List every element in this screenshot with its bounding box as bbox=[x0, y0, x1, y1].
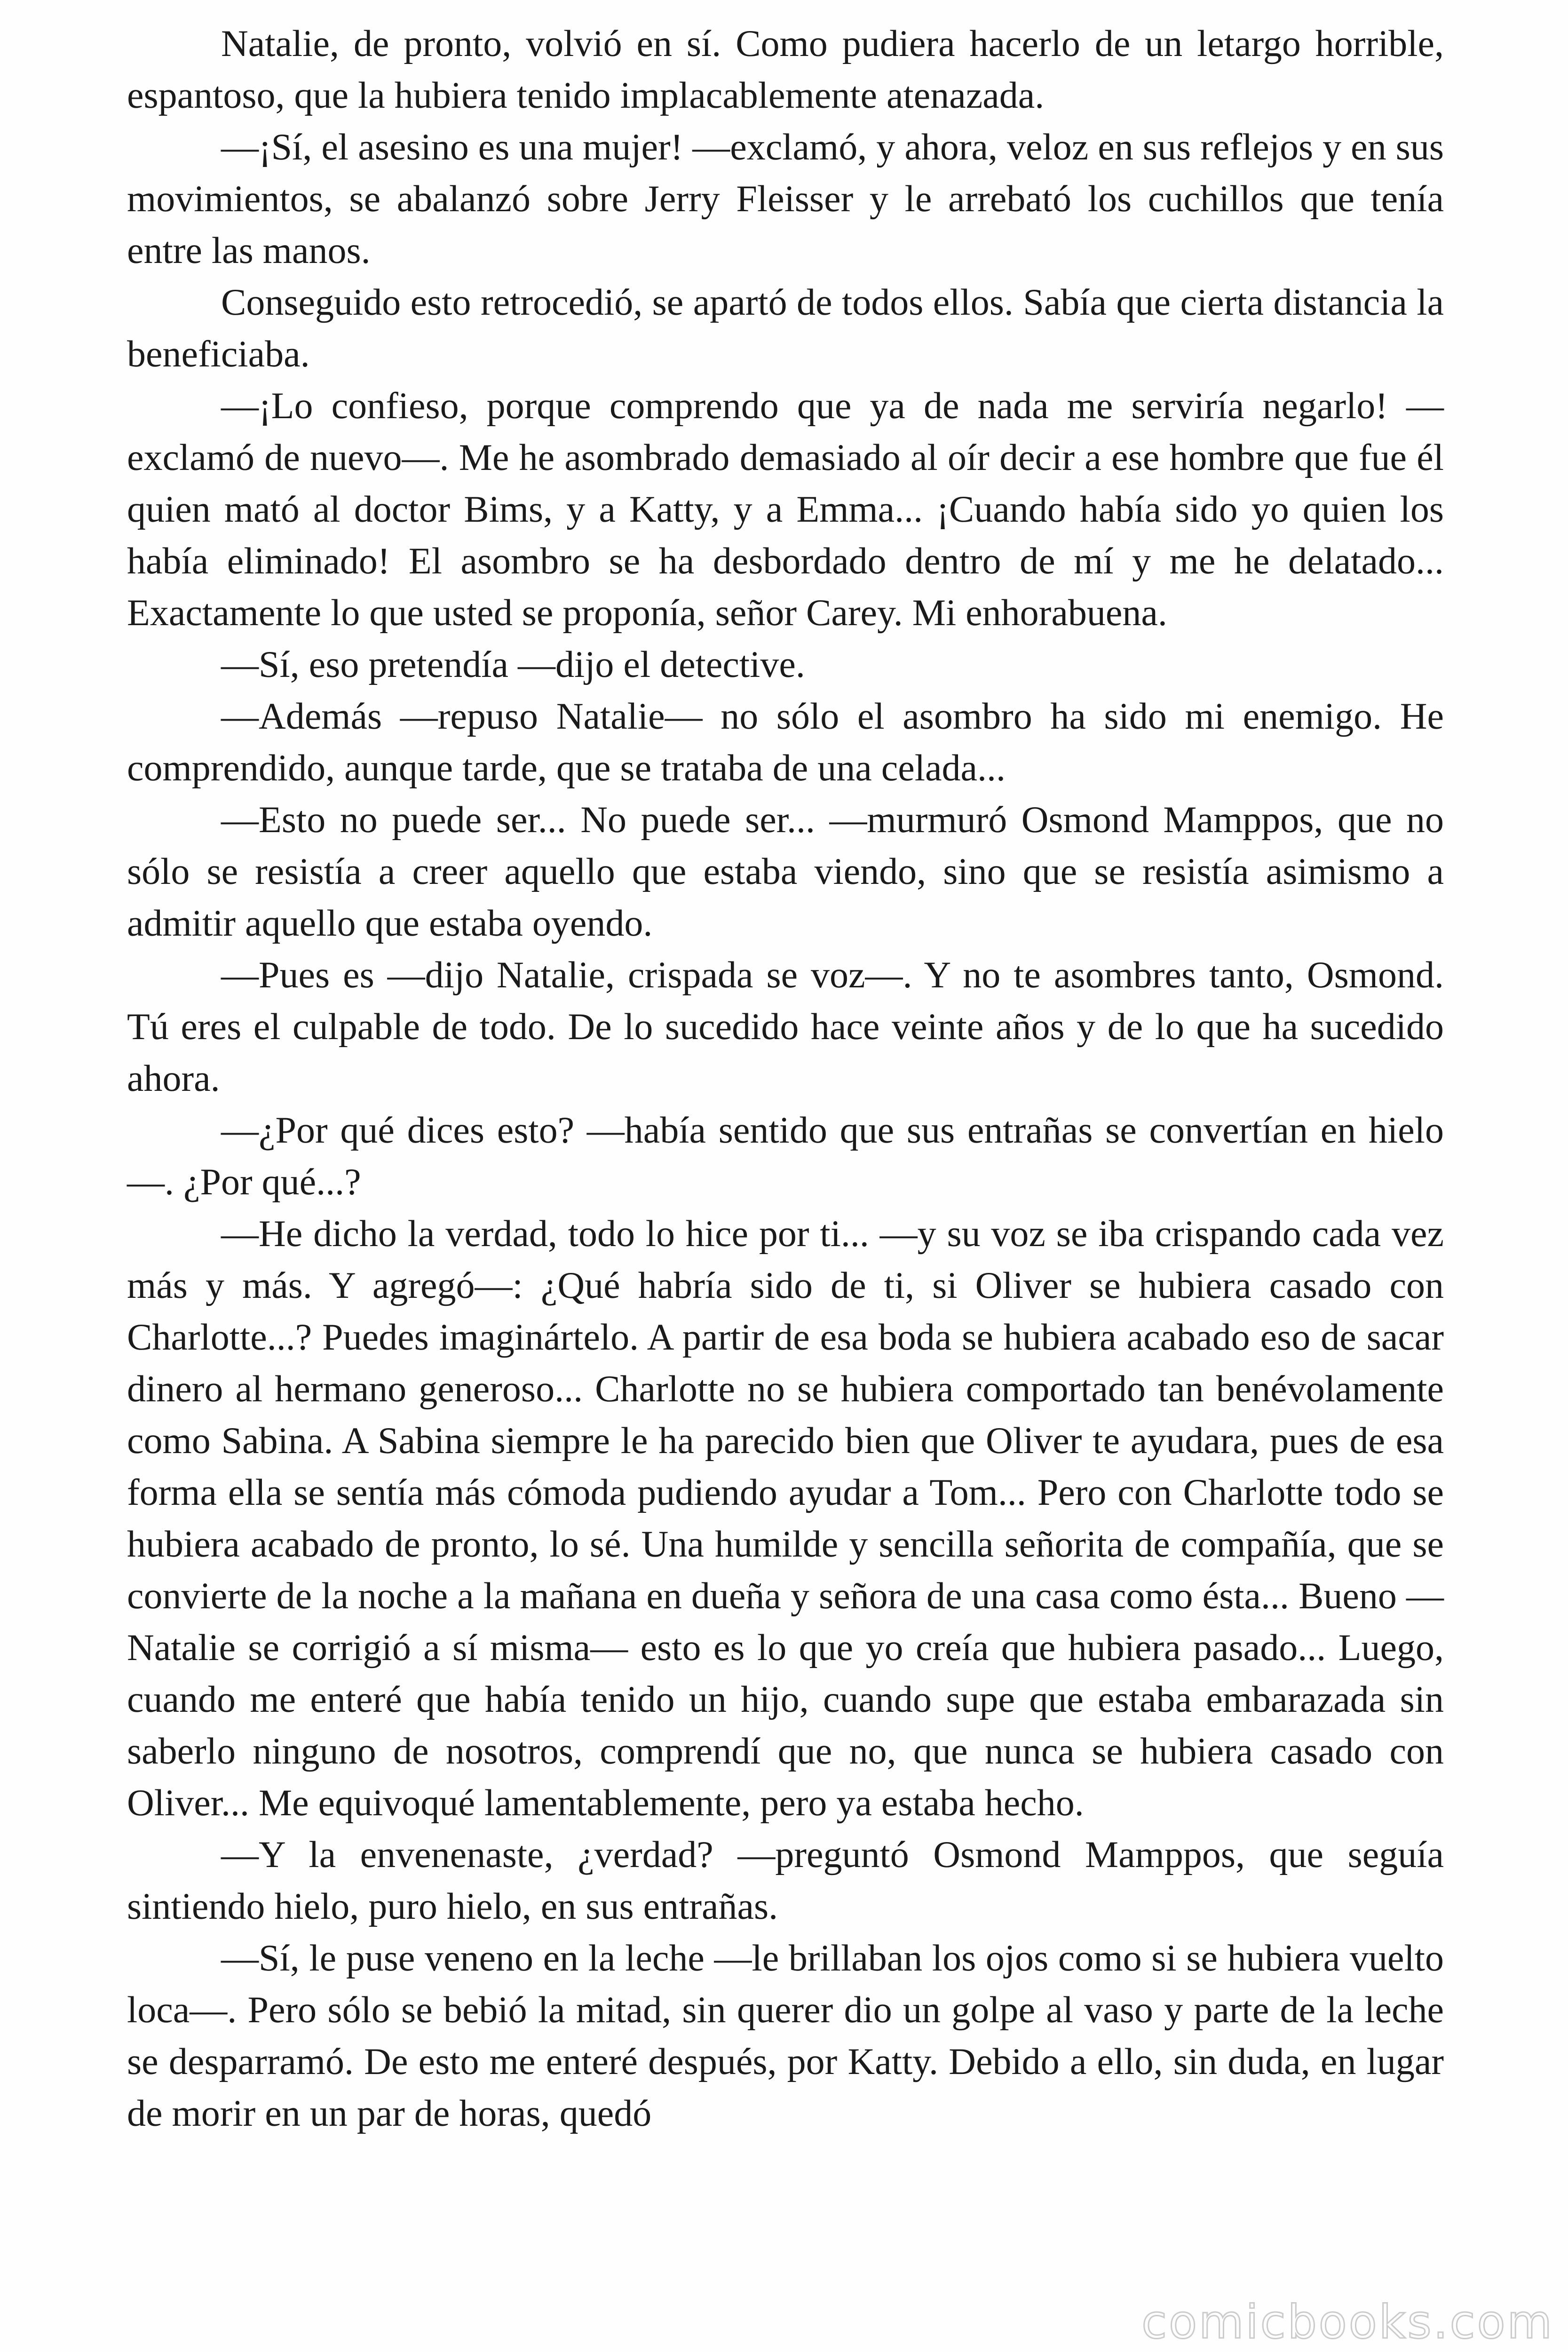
paragraph: Natalie, de pronto, volvió en sí. Como pudiera hacerlo de un letargo horrible, espantoso, que la hubiera tenido implacablemente atenazada. bbox=[127, 23, 1444, 116]
paragraph: Conseguido esto retrocedió, se apartó de todos ellos. Sabía que cierta distancia la beneficiaba. bbox=[127, 282, 1444, 375]
watermark: comicbooks.com bbox=[1141, 2296, 1554, 2349]
paragraph: —Sí, eso pretendía —dijo el detective. bbox=[221, 644, 805, 685]
paragraph: —Además —repuso Natalie— no sólo el asombro ha sido mi enemigo. He comprendido, aunque tarde, que se trataba de una celada... bbox=[127, 696, 1444, 789]
paragraph: —¡Sí, el asesino es una mujer! —exclamó, y ahora, veloz en sus reflejos y en sus movimientos, se abalanzó sobre Jerry Fleisser y le arrebató los cuchillos que tenía entre las manos. bbox=[127, 127, 1444, 271]
paragraph: —¡Lo confieso, porque comprendo que ya de nada me serviría negarlo! —exclamó de nuevo—. Me he asombrado demasiado al oír decir a ese hombre que fue él quien mató al doctor Bims, y a Katty, y a Emma... ¡Cuando había sido yo quien los había eliminado! El asombro se ha desbordado dentro de mí y me he delatado... Exactamente lo que usted se proponía, señor Carey. Mi enhorabuena. bbox=[127, 385, 1444, 634]
paragraph: —Pues es —dijo Natalie, crispada se voz—. Y no te asombres tanto, Osmond. Tú eres el culpable de todo. De lo sucedido hace veinte años y de lo que ha sucedido ahora. bbox=[127, 954, 1444, 1099]
paragraph: —Esto no puede ser... No puede ser... —murmuró Osmond Mamppos, que no sólo se resistía a creer aquello que estaba viendo, sino que se resistía asimismo a admitir aquello que estaba oyendo. bbox=[127, 799, 1444, 944]
paragraph: —Sí, le puse veneno en la leche —le brillaban los ojos como si se hubiera vuelto loca—. Pero sólo se bebió la mitad, sin querer dio un golpe al vaso y parte de la leche se desparramó. De esto me enteré después, por Katty. Debido a ello, sin duda, en lugar de morir en un par de horas, quedó bbox=[127, 1938, 1444, 2134]
body-text bbox=[127, 18, 1444, 2139]
paragraph: —¿Por qué dices esto? —había sentido que sus entrañas se convertían en hielo—. ¿Por qué...? bbox=[127, 1110, 1444, 1203]
paragraph: —Y la envenenaste, ¿verdad? —preguntó Osmond Mamppos, que seguía sintiendo hielo, puro hielo, en sus entrañas. bbox=[127, 1834, 1444, 1927]
paragraph: —He dicho la verdad, todo lo hice por ti... —y su voz se iba crispando cada vez más y más. Y agregó—: ¿Qué habría sido de ti, si Oliver se hubiera casado con Charlotte...? Puedes imaginártelo. A partir de esa boda se hubiera acabado eso de sacar dinero al hermano generoso... Charlotte no se hubiera comportado tan benévolamente como Sabina. A Sabina siempre le ha parecido bien que Oliver te ayudara, pues de esa forma ella se sentía más cómoda pudiendo ayudar a Tom... Pero con Charlotte todo se hubiera acabado de pronto, lo sé. Una humilde y sencilla señorita de compañía, que se convierte de la noche a la mañana en dueña y señora de una casa como ésta... Bueno —Natalie se corrigió a sí misma— esto es lo que yo creía que hubiera pasado... Luego, cuando me enteré que había tenido un hijo, cuando supe que estaba embarazada sin saberlo ninguno de nosotros, comprendí que no, que nunca se hubiera casado con Oliver... Me equivoqué lamentablemente, pero ya estaba hecho. bbox=[127, 1213, 1444, 1824]
